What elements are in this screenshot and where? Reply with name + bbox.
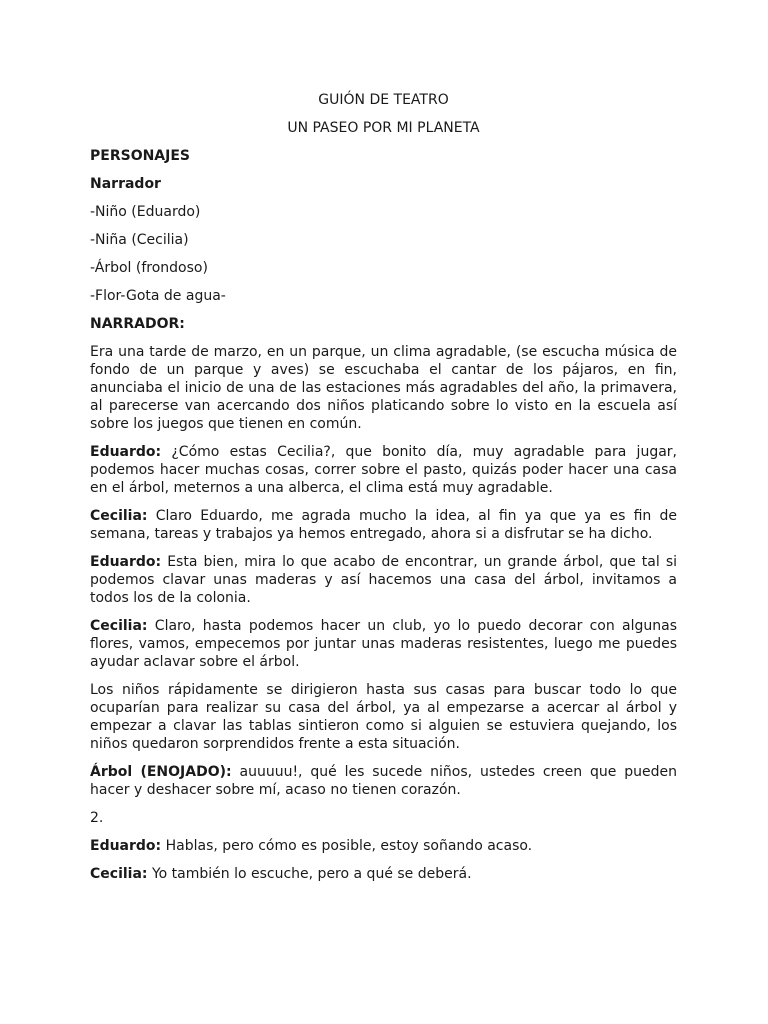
dialogue-eduardo-2: [90, 553, 677, 607]
character-nina: -Niña (Cecilia): [90, 232, 189, 248]
dialogue-text: auuuuu!, qué les sucede niños, ustedes creen que pueden hacer y deshacer sobre mí, acaso no tienen corazón.: [90, 764, 677, 798]
document-title: GUIÓN DE TEATRO: [318, 92, 449, 108]
narration-paragraph-2: Los niños rápidamente se dirigieron hasta sus casas para buscar todo lo que ocuparían para realizar su casa del árbol, ya al empezarse a acercar al árbol y empezar a clavar las tablas sintieron como si alguien se estuviera quejando, los niños quedaron sorprendidos frente a esta situación.: [90, 682, 677, 752]
dialogue-cecilia-1: [90, 507, 677, 543]
dialogue-cecilia-3: [90, 865, 677, 883]
dialogue-text: Claro Eduardo, me agrada mucho la idea, al fin ya que ya es fin de semana, tareas y trabajos ya hemos entregado, ahora si a disfrutar se ha dicho.: [90, 508, 677, 542]
speaker-label: Eduardo:: [90, 444, 162, 460]
dialogue-text: Claro, hasta podemos hacer un club, yo lo puedo decorar con algunas flores, vamos, empecemos por juntar unas maderas resistentes, luego me puedes ayudar aclavar sobre el árbol.: [90, 618, 677, 670]
narration-paragraph: Era una tarde de marzo, en un parque, un clima agradable, (se escucha música de fondo de un parque y aves) se escuchaba el cantar de los pájaros, en fin, anunciaba el inicio de una de las estaciones más agradables del año, la primavera, al parecerse van acercando dos niños platicando sobre lo visto en la escuela así sobre los juegos que tienen en común.: [90, 344, 677, 432]
narrador-label: Narrador: [90, 176, 161, 192]
page-number: 2.: [90, 810, 104, 826]
dialogue-cecilia-2: [90, 617, 677, 671]
dialogue-eduardo-1: [90, 443, 677, 497]
character-arbol: -Árbol (frondoso): [90, 260, 208, 276]
document-body: [90, 91, 677, 893]
play-title: UN PASEO POR MI PLANETA: [287, 120, 480, 136]
dialogue-text: Esta bien, mira lo que acabo de encontrar, un grande árbol, que tal si podemos clavar unas maderas y así hacemos una casa del árbol, invitamos a todos los de la colonia.: [90, 554, 677, 606]
character-nino: -Niño (Eduardo): [90, 204, 201, 220]
character-flor: -Flor-Gota de agua-: [90, 288, 226, 304]
speaker-label: Cecilia:: [90, 866, 148, 882]
speaker-label: Eduardo:: [90, 554, 162, 570]
dialogue-eduardo-3: [90, 837, 677, 855]
personajes-heading: PERSONAJES: [90, 148, 190, 164]
dialogue-arbol: [90, 763, 677, 799]
speaker-label: Eduardo:: [90, 838, 162, 854]
dialogue-text: Yo también lo escuche, pero a qué se deberá.: [147, 866, 472, 882]
speaker-label: Árbol (ENOJADO):: [90, 764, 232, 780]
speaker-label: Cecilia:: [90, 618, 148, 634]
dialogue-text: Hablas, pero cómo es posible, estoy soñando acaso.: [161, 838, 533, 854]
narrador-heading: NARRADOR:: [90, 316, 185, 332]
speaker-label: Cecilia:: [90, 508, 148, 524]
dialogue-text: ¿Cómo estas Cecilia?, que bonito día, muy agradable para jugar, podemos hacer muchas cosas, correr sobre el pasto, quizás poder hacer una casa en el árbol, meternos a una alberca, el clima está muy agradable.: [90, 444, 677, 496]
